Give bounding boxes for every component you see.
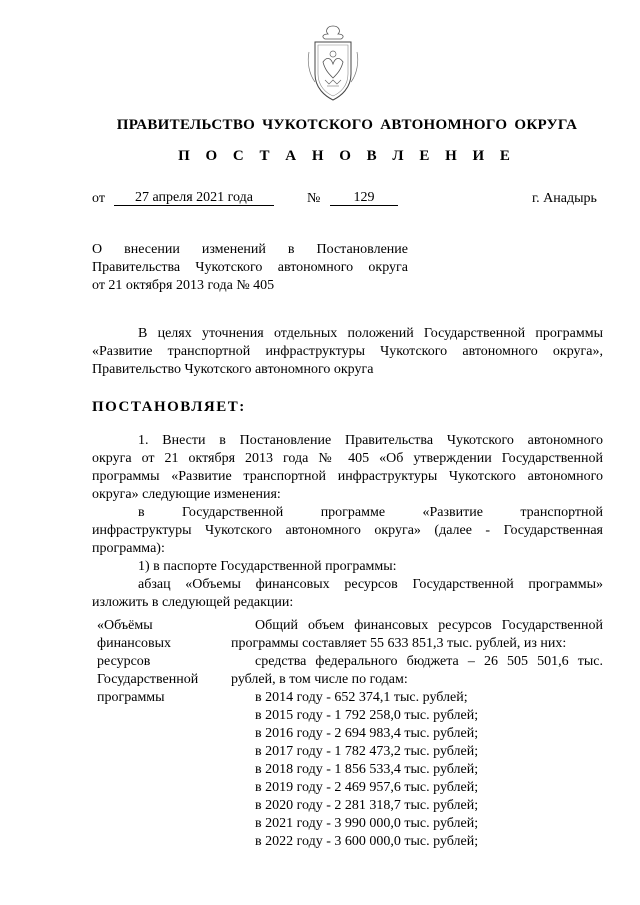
year-amount-line: в 2017 году - 1 782 473,2 тыс. рублей; (255, 744, 479, 759)
table-right-cell (231, 617, 603, 851)
preamble-paragraph (92, 325, 603, 379)
item-line: 1. Внести в Постановление Правительства Чукотского автономного (138, 433, 603, 448)
right-cell-line: средства федерального бюджета – 26 505 501,6 тыс. (255, 654, 603, 669)
year-amount-line: в 2020 году - 2 281 318,7 тыс. рублей; (255, 798, 479, 813)
item-line: в Государственной программе «Развитие транспортной (138, 505, 603, 520)
year-amount-line: в 2022 году - 3 600 000,0 тыс. рублей; (255, 834, 479, 849)
subject-line: Правительства Чукотского автономного округа (92, 260, 408, 275)
right-cell-line: Общий объем финансовых ресурсов Государственной (255, 618, 603, 633)
coat-of-arms-emblem (301, 22, 365, 106)
document-type-title: П О С Т А Н О В Л Е Н И Е (178, 148, 516, 164)
left-cell-line: «Объёмы (97, 618, 153, 633)
item-1-paragraph (92, 432, 603, 612)
left-cell-line: Государственной (97, 672, 199, 687)
left-cell-line: программы (97, 690, 165, 705)
document-date: 27 апреля 2021 года (114, 190, 274, 206)
document-city: г. Анадырь (532, 191, 597, 206)
year-amount-line: в 2014 году - 652 374,1 тыс. рублей; (255, 690, 468, 705)
right-cell-line: программы составляет 55 633 851,3 тыс. рублей, из них: (231, 636, 567, 651)
year-amount-line: в 2018 году - 1 856 533,4 тыс. рублей; (255, 762, 479, 777)
subject-line: О внесении изменений в Постановление (92, 242, 408, 257)
organization-title: ПРАВИТЕЛЬСТВО ЧУКОТСКОГО АВТОНОМНОГО ОКРУГА (116, 117, 578, 133)
document-subject (92, 241, 408, 295)
subject-line: от 21 октября 2013 года № 405 (92, 278, 275, 293)
year-amount-line: в 2016 году - 2 694 983,4 тыс. рублей; (255, 726, 479, 741)
preamble-line: В целях уточнения отдельных положений Государственной программы (138, 326, 603, 341)
preamble-line: Правительство Чукотского автономного округа (92, 362, 374, 377)
preamble-line: «Развитие транспортной инфраструктуры Чукотского автономного округа», (92, 344, 603, 359)
left-cell-line: ресурсов (97, 654, 151, 669)
date-from-label: от (92, 191, 105, 206)
document-number: 129 (330, 190, 398, 206)
item-line: округа от 21 октября 2013 года № 405 «Об утверждении Государственной (92, 451, 603, 466)
year-amount-line: в 2019 году - 2 469 957,6 тыс. рублей; (255, 780, 479, 795)
item-line: изложить в следующей редакции: (92, 595, 294, 610)
item-line: абзац «Объемы финансовых ресурсов Государственной программы» (138, 577, 603, 592)
item-line: инфраструктуры Чукотского автономного округа» (далее - Государственная (92, 523, 603, 538)
year-amount-line: в 2021 году - 3 990 000,0 тыс. рублей; (255, 816, 479, 831)
number-label: № (307, 191, 321, 206)
item-line: округа» следующие изменения: (92, 487, 281, 502)
year-amount-line: в 2015 году - 1 792 258,0 тыс. рублей; (255, 708, 479, 723)
table-left-cell (97, 617, 225, 707)
item-line: программа): (92, 541, 165, 556)
left-cell-line: финансовых (97, 636, 171, 651)
item-line: программы «Развитие транспортной инфраструктуры Чукотского автономного (92, 469, 603, 484)
item-line: 1) в паспорте Государственной программы: (138, 559, 397, 574)
right-cell-line: рублей, в том числе по годам: (231, 672, 408, 687)
resolves-heading: ПОСТАНОВЛЯЕТ: (92, 399, 246, 415)
